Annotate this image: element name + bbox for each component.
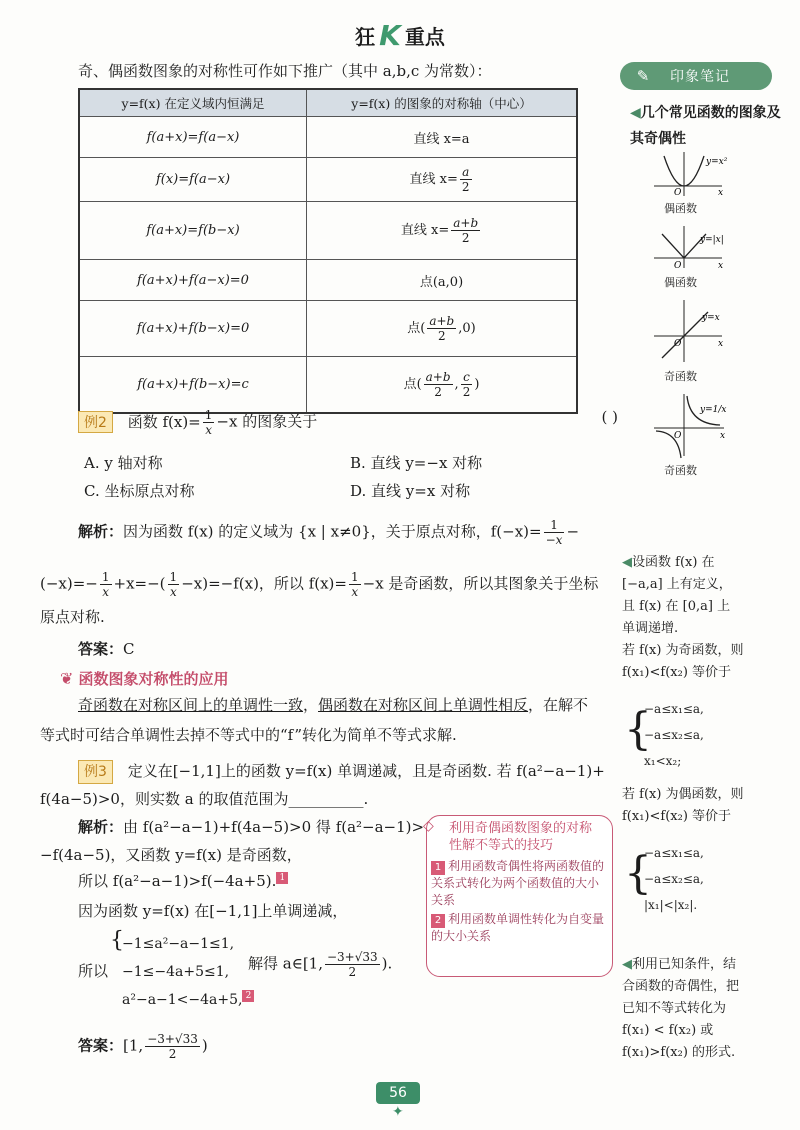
system-line-text: a²−a−1<−4a+5, <box>122 992 243 1008</box>
system-brace: { <box>624 848 652 899</box>
x-label: x <box>718 261 724 271</box>
system-line: −a≤x₁≤a, <box>644 846 704 860</box>
result-suffix: ,0) <box>458 321 476 336</box>
graph-caption: 奇函数 <box>664 370 697 383</box>
fraction <box>145 1032 200 1061</box>
tip-text: 利用函数单调性转化为自变量的大小关系 <box>431 912 605 943</box>
graph-caption: 偶函数 <box>664 202 697 215</box>
step-marker: 2 <box>242 990 254 1002</box>
ex2-solution-line2 <box>40 570 620 599</box>
system-brace: { <box>110 928 124 953</box>
table-cell-result: 点(a,0) <box>307 260 578 301</box>
fraction-numerator: 1 <box>169 570 178 584</box>
fraction <box>100 570 112 599</box>
fraction-denominator: 2 <box>168 1047 177 1061</box>
notes-badge <box>620 62 772 90</box>
graph-linear <box>650 296 730 366</box>
option-d: D. 直线 y=x 对称 <box>350 482 471 500</box>
option-b: B. 直线 y=−x 对称 <box>350 454 483 472</box>
table-cell-condition: f(x)=f(a−x) <box>79 158 307 202</box>
side-system-1 <box>644 696 704 774</box>
table-cell-condition: f(a+x)+f(a−x)=0 <box>79 260 307 301</box>
result-prefix: 点( <box>407 321 426 336</box>
solution-label: 解析： <box>78 522 124 541</box>
side-note-3 <box>622 954 792 1064</box>
fraction-numerator: a+b <box>429 314 455 328</box>
fraction-denominator: 2 <box>461 231 470 245</box>
ex3-so-label: 所以 <box>78 962 109 980</box>
underlined-text: 偶函数在对称区间上单调性相反 <box>318 696 529 714</box>
paragraph-text: ，在解不 <box>528 696 589 714</box>
note-text: 设函数 f(x) 在 <box>632 555 715 570</box>
graph-parabola <box>650 148 730 200</box>
triangle-marker-icon: ◀ <box>630 105 641 121</box>
result-prefix: 直线 x= <box>409 172 458 187</box>
solution-text: 因为函数 f(x) 的定义域为 {x | x≠0}，关于原点对称，f(−x)= <box>123 522 542 541</box>
answer-paren: ( ) <box>601 408 618 426</box>
example-2-stem <box>78 408 618 437</box>
tip-number: 1 <box>431 861 445 875</box>
graph-label: y=x <box>702 313 720 323</box>
step-marker: 1 <box>276 872 288 884</box>
table-row <box>79 202 577 260</box>
table-row <box>79 117 577 158</box>
symmetry-table <box>78 88 578 414</box>
system-line: −a≤x₂≤a, <box>644 872 704 886</box>
ex2-answer <box>78 638 135 660</box>
origin-label: O <box>674 431 682 441</box>
note-line: 合函数的奇偶性，把 <box>622 979 740 994</box>
side-system-2 <box>644 840 704 918</box>
note-line: 且 f(x) 在 [0,a] 上 <box>622 599 731 614</box>
fraction-denominator: 2 <box>434 384 442 399</box>
side-note-2 <box>622 784 792 828</box>
intro-text: 奇、偶函数图象的对称性可作如下推广（其中 a,b,c 为常数）： <box>78 62 492 80</box>
fraction <box>203 408 215 437</box>
table-cell-condition: f(a+x)=f(a−x) <box>79 117 307 158</box>
ex3-solution-line4: 因为函数 y=f(x) 在[−1,1]上单调递减， <box>78 902 348 920</box>
fraction-denominator: 2 <box>348 965 357 979</box>
ex2-solution-line3: 原点对称. <box>40 608 105 626</box>
page-header <box>330 18 470 52</box>
notes-badge-label: 印象笔记 <box>670 69 730 85</box>
solution-text: −x)=−f(x)，所以 f(x)= <box>181 574 347 593</box>
triangle-marker-icon: ◀ <box>622 555 632 570</box>
section-paragraph-line2: 等式时可结合单调性去掉不等式中的“f”转化为简单不等式求解. <box>40 726 457 744</box>
answer-text: [1, <box>123 1036 144 1055</box>
graph-caption: 奇函数 <box>664 464 697 477</box>
x-label: x <box>718 339 724 349</box>
graph-label: y=x² <box>706 157 728 167</box>
fraction <box>427 314 456 343</box>
table-cell-condition: f(a+x)+f(b−x)=c <box>79 357 307 413</box>
table-row <box>79 158 577 202</box>
table-cell-condition: f(a+x)+f(b−x)=0 <box>79 301 307 357</box>
system-line <box>122 986 254 1014</box>
system-line: x₁<x₂; <box>644 754 682 768</box>
fraction-numerator: 1 <box>350 570 359 584</box>
example-stem-text: 函数 f(x)= <box>127 412 201 431</box>
option-a: A. y 轴对称 <box>84 454 163 472</box>
solution-text: 由 f(a²−a−1)+f(4a−5)>0 得 f(a²−a−1)> <box>123 818 425 836</box>
graph-label: y=1/x <box>700 405 727 415</box>
note-line: 已知不等式转化为 <box>622 1001 727 1016</box>
answer-label: 答案： <box>78 640 124 658</box>
result-separator: , <box>454 376 459 392</box>
solution-text: 所以 f(a²−a−1)>f(−4a+5). <box>78 872 277 890</box>
fraction-denominator: x <box>169 585 177 599</box>
fraction-denominator: 2 <box>461 180 470 194</box>
tip-box <box>423 815 613 977</box>
note-line <box>622 954 792 976</box>
system-line: −1≤a²−a−1≤1, <box>122 936 235 952</box>
page-number: 56 <box>376 1082 420 1104</box>
header-k-logo: K <box>379 18 401 52</box>
table-header-condition: y=f(x) 在定义域内恒满足 <box>79 89 307 117</box>
answer-value: C <box>123 640 135 658</box>
table-header-result: y=f(x) 的图象的对称轴（中心） <box>307 89 578 117</box>
section-title: 函数图象对称性的应用 <box>78 670 229 688</box>
system-line: −a≤x₂≤a, <box>644 728 704 742</box>
fraction-numerator: a+b <box>453 216 479 230</box>
ex3-solution-line3 <box>78 870 288 892</box>
triangle-marker-icon: ◀ <box>622 957 632 972</box>
system-line: |x₁|<|x₂|. <box>644 898 698 912</box>
punctuation: ， <box>303 696 319 714</box>
solution-label: 解析： <box>78 818 124 836</box>
note-line: [−a,a] 上有定义， <box>622 577 732 592</box>
fraction-numerator: −3+√33 <box>147 1032 198 1046</box>
answer-text: ) <box>201 1036 208 1055</box>
fraction-numerator: 1 <box>204 408 213 422</box>
note-line: f(x₁)<f(x₂) 等价于 <box>622 809 732 824</box>
note-line: 若 f(x) 为奇函数，则 <box>622 643 744 658</box>
table-cell-condition: f(a+x)=f(b−x) <box>79 202 307 260</box>
note-line: f(x₁)>f(x₂) 的形式. <box>622 1045 736 1060</box>
solution-text: +x=−( <box>113 574 166 593</box>
table-cell-result <box>307 301 578 357</box>
fraction-numerator: 1 <box>544 518 565 533</box>
result-suffix: ) <box>474 376 480 392</box>
result-prefix: 点( <box>403 376 422 392</box>
note-text: 利用已知条件，结 <box>632 957 737 972</box>
tip-item <box>427 909 612 945</box>
header-left: 狂 <box>355 24 376 49</box>
fraction <box>460 165 472 194</box>
fraction-denominator: x <box>205 423 212 437</box>
fraction-numerator: c <box>461 370 473 385</box>
system-brace: { <box>624 704 652 755</box>
origin-label: O <box>674 188 682 198</box>
inequality-system <box>122 930 254 1014</box>
example-tag: 例2 <box>78 411 113 433</box>
fraction <box>544 518 565 547</box>
ex3-result <box>248 950 392 979</box>
note-line: f(x₁)<f(x₂) 等价于 <box>622 665 732 680</box>
graph-label: y=|x| <box>700 235 724 245</box>
fraction <box>349 570 361 599</box>
fraction-numerator: −3+√33 <box>326 950 378 964</box>
fraction <box>168 570 180 599</box>
x-label: x <box>720 431 726 441</box>
fraction-denominator: 2 <box>462 384 471 399</box>
tag-icon: ◇ <box>423 818 434 834</box>
tip-number: 2 <box>431 914 445 928</box>
underlined-text: 奇函数在对称区间上的单调性一致 <box>78 696 304 714</box>
fraction <box>461 370 473 399</box>
graph-reciprocal <box>650 390 740 460</box>
side-note-1 <box>622 552 792 684</box>
ex3-solution-line2: −f(4a−5)，又函数 y=f(x) 是奇函数， <box>40 846 302 864</box>
origin-label: O <box>674 261 682 271</box>
answer-label: 答案： <box>78 1036 124 1055</box>
x-label: x <box>718 188 724 198</box>
table-cell-result <box>307 202 578 260</box>
leaf-bullet-icon: ❦ <box>60 669 74 688</box>
graph-absolute <box>650 222 730 272</box>
fraction-numerator: 1 <box>101 570 110 584</box>
fraction <box>424 370 453 399</box>
note-line: 单调递增. <box>622 621 679 636</box>
section-heading <box>60 668 229 689</box>
table-row <box>79 301 577 357</box>
table-cell-result <box>307 158 578 202</box>
note-line: 若 f(x) 为偶函数，则 <box>622 787 744 802</box>
note-line: f(x₁) < f(x₂) 或 <box>622 1023 714 1038</box>
table-cell-result: 直线 x=a <box>307 117 578 158</box>
solution-text: −x 是奇函数，所以其图象关于坐标 <box>362 574 599 593</box>
notebook-icon: ✎ <box>636 67 650 85</box>
tip-title: 利用奇偶函数图象的对称性解不等式的技巧 <box>449 821 593 853</box>
fraction-denominator: −x <box>545 533 563 547</box>
fraction <box>451 216 480 245</box>
example-tag: 例3 <box>78 760 113 784</box>
graph-caption: 偶函数 <box>664 276 697 289</box>
example-stem-text: 定义在[−1,1]上的函数 y=f(x) 单调递减，且是奇函数. 若 f(a²−a−1)+ <box>127 762 605 780</box>
note-line <box>622 552 792 574</box>
fraction-numerator: a <box>460 165 472 180</box>
result-text: ). <box>381 954 393 973</box>
fraction-denominator: x <box>351 585 359 599</box>
tip-text: 利用函数奇偶性将两函数值的关系式转化为两个函数值的大小关系 <box>431 859 605 907</box>
bird-ornament-icon: ✦ <box>392 1104 404 1120</box>
fraction-denominator: 2 <box>437 329 446 343</box>
ex2-solution-line1: 解析：因为函数 f(x) 的定义域为 {x | x≠0}，关于原点对称，f(−x)= $\frac{1}{-x}$ − <box>78 518 580 547</box>
header-right: 重点 <box>404 24 445 49</box>
fraction-denominator: x <box>102 585 110 599</box>
solution-text: (−x)=− <box>40 574 98 593</box>
tip-item <box>427 854 612 909</box>
fraction <box>325 950 380 979</box>
sidebar-title-text: 几个常见函数的图象及其奇偶性 <box>630 105 781 147</box>
sidebar-title <box>630 100 790 152</box>
origin-label: O <box>674 339 682 349</box>
result-prefix: 直线 x= <box>400 223 450 238</box>
fraction-numerator: a+b <box>425 369 451 384</box>
section-paragraph-line1 <box>78 694 618 716</box>
system-line: −1≤−4a+5≤1, <box>122 964 230 980</box>
ex3-solution-line1 <box>78 816 428 838</box>
system-line: −a≤x₁≤a, <box>644 702 704 716</box>
example-stem-text: −x 的图象关于 <box>216 412 318 431</box>
result-text: 解得 a∈[1, <box>248 954 323 973</box>
example-3-stem-line2: f(4a−5)>0，则实数 a 的取值范围为__________. <box>40 790 369 808</box>
example-3-stem <box>78 760 618 784</box>
table-row <box>79 260 577 301</box>
ex3-answer <box>78 1032 208 1061</box>
table-cell-result <box>307 357 578 413</box>
table-row <box>79 357 577 413</box>
option-c: C. 坐标原点对称 <box>84 482 195 500</box>
